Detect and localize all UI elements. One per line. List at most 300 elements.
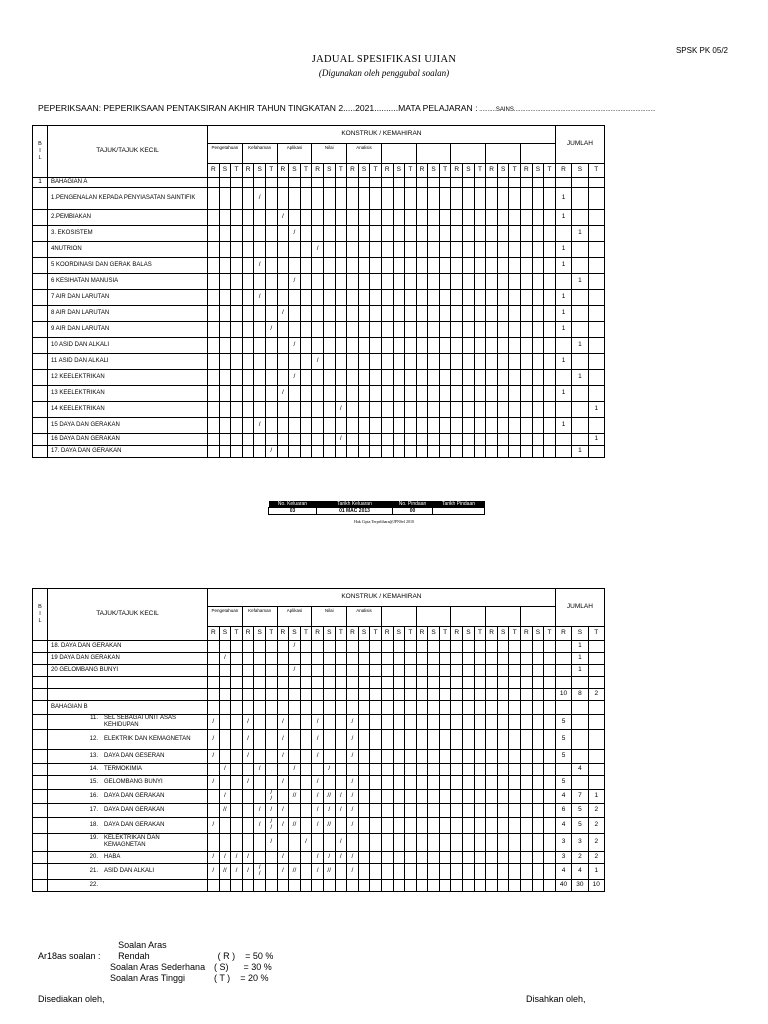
topic-label: 19 DAYA DAN GERAKAN <box>51 655 120 662</box>
skill-cell <box>451 258 463 274</box>
bil-cell <box>33 274 48 290</box>
bil-cell <box>33 418 48 434</box>
skill-cell <box>463 178 475 188</box>
skill-cell <box>486 817 498 833</box>
skill-cell <box>370 665 382 677</box>
skill-cell <box>544 434 556 446</box>
skill-cell <box>231 641 243 653</box>
skill-cell <box>231 226 243 242</box>
level-letter: R <box>242 627 254 641</box>
skill-cell <box>509 402 521 418</box>
skill-cell <box>416 653 428 665</box>
skill-cell <box>405 274 417 290</box>
skill-cell <box>393 701 405 715</box>
skill-cell <box>277 370 289 386</box>
jumlah-cell <box>555 434 571 446</box>
skill-cell <box>451 402 463 418</box>
skill-cell <box>497 803 509 817</box>
skill-cell <box>521 402 533 418</box>
topic-cell <box>48 338 208 354</box>
skill-cell <box>393 641 405 653</box>
jumlah-cell <box>588 763 604 775</box>
tick-mark: / <box>300 833 312 851</box>
topic-cell <box>48 775 208 789</box>
skill-cell <box>521 188 533 210</box>
jumlah-cell <box>588 641 604 653</box>
skill-cell <box>497 446 509 458</box>
skill-cell <box>242 322 254 338</box>
topic-cell <box>48 879 208 891</box>
skill-cell <box>370 789 382 803</box>
skill-cell <box>289 851 301 863</box>
skill-cell <box>323 749 335 763</box>
skill-cell <box>242 803 254 817</box>
skill-cell <box>370 641 382 653</box>
skill-cell <box>393 434 405 446</box>
skill-cell <box>335 446 347 458</box>
jumlah-cell <box>572 715 588 730</box>
skill-cell <box>208 290 220 306</box>
skill-cell <box>544 715 556 730</box>
skill-cell <box>289 258 301 274</box>
topic-label: GELOMBANG BUNYI <box>104 778 163 785</box>
jumlah-cell <box>588 290 604 306</box>
topic-number: 20. <box>89 853 98 860</box>
tick-mark: / <box>265 446 277 458</box>
skill-cell <box>428 242 440 258</box>
table-row <box>33 226 605 242</box>
tick-mark: / <box>208 729 220 749</box>
skill-cell <box>486 386 498 402</box>
skill-cell <box>300 641 312 653</box>
skill-cell <box>486 833 498 851</box>
skill-cell <box>208 689 220 701</box>
skill-cell <box>486 689 498 701</box>
tick-mark: / <box>265 322 277 338</box>
skill-cell <box>289 879 301 891</box>
skill-cell <box>532 258 544 274</box>
skill-cell <box>300 338 312 354</box>
skill-group-header <box>521 607 556 627</box>
skill-cell <box>323 178 335 188</box>
tick-mark: / <box>242 715 254 730</box>
skill-cell <box>474 641 486 653</box>
skill-cell <box>405 653 417 665</box>
skill-cell <box>521 715 533 730</box>
skill-cell <box>439 803 451 817</box>
skill-cell <box>300 210 312 226</box>
tick-mark: / <box>242 863 254 879</box>
skill-cell <box>532 418 544 434</box>
skill-cell <box>509 188 521 210</box>
bil-cell <box>33 775 48 789</box>
skill-cell <box>544 789 556 803</box>
skill-cell <box>323 258 335 274</box>
skill-cell <box>544 701 556 715</box>
skill-cell <box>300 370 312 386</box>
skill-cell <box>242 833 254 851</box>
skill-cell <box>231 188 243 210</box>
skill-cell <box>323 677 335 689</box>
jumlah-cell <box>572 402 588 418</box>
skill-cell <box>497 354 509 370</box>
topic-label: 8 AIR DAN LARUTAN <box>51 310 110 317</box>
skill-cell <box>439 879 451 891</box>
skill-cell <box>521 641 533 653</box>
konstruk-header: KONSTRUK / KEMAHIRAN <box>208 589 556 607</box>
skill-cell <box>474 274 486 290</box>
skill-cell <box>381 338 393 354</box>
tick-mark: / <box>312 715 324 730</box>
bil-cell <box>33 851 48 863</box>
bil-cell <box>33 817 48 833</box>
jumlah-cell: 1 <box>555 258 571 274</box>
skill-cell <box>463 258 475 274</box>
skill-cell <box>242 434 254 446</box>
tick-mark: / <box>277 715 289 730</box>
skill-cell <box>381 729 393 749</box>
skill-cell <box>509 879 521 891</box>
skill-cell <box>532 338 544 354</box>
skill-cell <box>428 418 440 434</box>
skill-cell <box>451 641 463 653</box>
skill-cell <box>254 715 266 730</box>
skill-cell <box>358 418 370 434</box>
skill-cell <box>254 749 266 763</box>
skill-cell <box>347 178 359 188</box>
topic-label: 12 KEELEKTRIKAN <box>51 374 105 381</box>
jumlah-cell <box>588 242 604 258</box>
bil-cell <box>33 226 48 242</box>
skill-cell <box>393 178 405 188</box>
skill-cell <box>370 817 382 833</box>
bil-header: B I L <box>33 126 48 178</box>
topic-label: DAYA DAN GERAKAN <box>104 806 165 813</box>
skill-cell <box>416 851 428 863</box>
skill-cell <box>254 446 266 458</box>
skill-cell <box>544 354 556 370</box>
tick-mark: / <box>335 789 347 803</box>
skill-cell <box>463 418 475 434</box>
jumlah-cell <box>572 242 588 258</box>
skill-cell <box>521 775 533 789</box>
skill-cell <box>381 789 393 803</box>
level-letter: S <box>463 627 475 641</box>
skill-cell <box>231 418 243 434</box>
skill-cell <box>497 879 509 891</box>
skill-cell <box>335 641 347 653</box>
skill-cell <box>335 863 347 879</box>
skill-cell <box>277 354 289 370</box>
skill-cell <box>416 226 428 242</box>
skill-cell <box>405 402 417 418</box>
tick-mark: / <box>265 803 277 817</box>
skill-cell <box>335 242 347 258</box>
table-row <box>33 729 605 749</box>
skill-cell <box>358 665 370 677</box>
skill-cell <box>347 188 359 210</box>
jumlah-cell <box>588 665 604 677</box>
skill-cell <box>497 701 509 715</box>
skill-cell <box>428 306 440 322</box>
skill-cell <box>521 763 533 775</box>
skill-cell <box>231 210 243 226</box>
skill-cell <box>521 370 533 386</box>
skill-cell <box>231 178 243 188</box>
skill-cell <box>393 749 405 763</box>
tajuk-header: TAJUK/TAJUK KECIL <box>48 589 208 641</box>
topic-label: BAHAGIAN B <box>51 704 88 711</box>
tick-mark: / <box>277 817 289 833</box>
skill-cell <box>405 879 417 891</box>
tick-mark: / <box>254 817 266 833</box>
level-letter: T <box>544 164 556 178</box>
skill-cell <box>277 833 289 851</box>
skill-cell <box>219 402 231 418</box>
skill-cell <box>405 338 417 354</box>
bil-cell <box>33 306 48 322</box>
topic-label: 2.PEMBIAKAN <box>51 214 92 221</box>
skill-cell <box>544 851 556 863</box>
skill-cell <box>486 749 498 763</box>
skill-cell <box>463 677 475 689</box>
skill-cell <box>428 689 440 701</box>
skill-cell <box>335 665 347 677</box>
skill-cell <box>439 653 451 665</box>
tick-mark: / <box>254 803 266 817</box>
skill-cell <box>509 322 521 338</box>
skill-cell <box>428 749 440 763</box>
topic-cell <box>48 446 208 458</box>
issue-header: No. Pindaan <box>393 501 433 508</box>
level-letter: R <box>555 164 571 178</box>
skill-cell <box>335 677 347 689</box>
aras-name: Soalan Aras Tinggi <box>110 973 186 983</box>
aras-code: ( S) <box>214 962 229 972</box>
tick-mark: / <box>335 803 347 817</box>
skill-cell <box>370 851 382 863</box>
skill-cell <box>497 418 509 434</box>
jumlah-cell: 1 <box>572 665 588 677</box>
skill-cell <box>451 863 463 879</box>
skill-cell <box>439 370 451 386</box>
skill-cell <box>532 851 544 863</box>
skill-cell <box>474 689 486 701</box>
jumlah-cell: 1 <box>555 386 571 402</box>
skill-cell <box>463 322 475 338</box>
skill-cell <box>521 851 533 863</box>
skill-cell <box>358 446 370 458</box>
tick-mark: / <box>277 729 289 749</box>
topic-label: 15 DAYA DAN GERAKAN <box>51 422 120 429</box>
skill-cell <box>416 338 428 354</box>
level-letter: S <box>497 164 509 178</box>
skill-cell <box>347 763 359 775</box>
skill-cell <box>405 763 417 775</box>
skill-cell <box>544 677 556 689</box>
skill-cell <box>312 290 324 306</box>
skill-cell <box>242 402 254 418</box>
tick-mark: / <box>312 803 324 817</box>
jumlah-cell <box>572 258 588 274</box>
skill-cell <box>405 665 417 677</box>
skill-cell <box>405 446 417 458</box>
jumlah-cell: 2 <box>588 833 604 851</box>
skill-cell <box>497 665 509 677</box>
skill-cell <box>463 763 475 775</box>
skill-cell <box>486 879 498 891</box>
skill-cell <box>231 879 243 891</box>
skill-cell <box>370 775 382 789</box>
table-row <box>33 879 605 891</box>
skill-cell <box>370 402 382 418</box>
topic-cell <box>48 178 208 188</box>
level-letter: S <box>289 164 301 178</box>
skill-cell <box>532 749 544 763</box>
skill-cell <box>439 701 451 715</box>
skill-cell <box>544 833 556 851</box>
topic-cell <box>48 306 208 322</box>
skill-cell <box>265 665 277 677</box>
skill-cell <box>358 226 370 242</box>
skill-cell <box>265 274 277 290</box>
spec-table-2 <box>32 588 605 892</box>
skill-cell <box>416 701 428 715</box>
aras-name: Soalan Aras Sederhana <box>110 962 206 972</box>
skill-cell <box>208 677 220 689</box>
jumlah-cell <box>572 178 588 188</box>
skill-cell <box>208 188 220 210</box>
skill-cell <box>451 446 463 458</box>
skill-cell <box>300 729 312 749</box>
skill-cell <box>219 188 231 210</box>
skill-cell <box>509 274 521 290</box>
skill-cell <box>265 701 277 715</box>
skill-cell <box>439 863 451 879</box>
topic-label: 16 DAYA DAN GERAKAN <box>51 436 120 443</box>
skill-cell <box>265 729 277 749</box>
table-row <box>33 833 605 851</box>
skill-cell <box>381 749 393 763</box>
skill-cell <box>486 715 498 730</box>
skill-cell <box>474 370 486 386</box>
bil-cell <box>33 803 48 817</box>
skill-cell <box>509 803 521 817</box>
skill-cell <box>474 817 486 833</box>
skill-cell <box>300 803 312 817</box>
skill-cell <box>300 817 312 833</box>
skill-cell <box>381 354 393 370</box>
skill-cell <box>312 701 324 715</box>
skill-cell <box>544 775 556 789</box>
level-letter: R <box>208 164 220 178</box>
skill-cell <box>277 322 289 338</box>
tick-mark: / <box>312 863 324 879</box>
skill-cell <box>300 274 312 290</box>
skill-cell <box>370 226 382 242</box>
skill-cell <box>265 290 277 306</box>
jumlah-cell: 5 <box>555 775 571 789</box>
table-row <box>33 715 605 730</box>
skill-cell <box>393 851 405 863</box>
skill-cell <box>474 306 486 322</box>
skill-cell <box>486 242 498 258</box>
level-letter: S <box>323 164 335 178</box>
skill-cell <box>300 178 312 188</box>
skill-cell <box>242 274 254 290</box>
skill-cell <box>231 258 243 274</box>
revision-number: 00 <box>393 508 433 515</box>
skill-cell <box>439 775 451 789</box>
skill-cell <box>532 434 544 446</box>
table-row <box>33 749 605 763</box>
level-letter: R <box>277 164 289 178</box>
skill-cell <box>323 641 335 653</box>
skill-cell <box>242 226 254 242</box>
skill-cell <box>439 715 451 730</box>
tick-mark: / <box>312 789 324 803</box>
jumlah-cell <box>588 677 604 689</box>
skill-cell <box>347 242 359 258</box>
skill-cell <box>428 653 440 665</box>
level-letter: R <box>208 627 220 641</box>
skill-cell <box>509 833 521 851</box>
tick-mark: / <box>347 863 359 879</box>
skill-cell <box>393 258 405 274</box>
skill-cell <box>509 677 521 689</box>
skill-cell <box>544 418 556 434</box>
skill-cell <box>428 274 440 290</box>
skill-cell <box>405 729 417 749</box>
skill-cell <box>474 290 486 306</box>
skill-cell <box>428 290 440 306</box>
skill-cell <box>405 803 417 817</box>
skill-cell <box>428 338 440 354</box>
jumlah-cell: 1 <box>555 322 571 338</box>
jumlah-cell: 8 <box>572 689 588 701</box>
difficulty-levels <box>38 940 273 984</box>
level-letter: T <box>439 627 451 641</box>
jumlah-cell: 4 <box>572 863 588 879</box>
skill-cell <box>463 354 475 370</box>
skill-cell <box>474 188 486 210</box>
jumlah-cell <box>572 749 588 763</box>
skill-cell <box>323 402 335 418</box>
skill-cell <box>497 338 509 354</box>
skill-cell <box>405 290 417 306</box>
topic-label: 9 AIR DAN LARUTAN <box>51 326 110 333</box>
skill-cell <box>474 763 486 775</box>
skill-cell <box>486 641 498 653</box>
skill-cell <box>474 210 486 226</box>
skill-cell <box>219 386 231 402</box>
jumlah-cell: 2 <box>588 817 604 833</box>
skill-cell <box>347 833 359 851</box>
skill-cell <box>509 434 521 446</box>
skill-cell <box>381 665 393 677</box>
skill-cell <box>323 188 335 210</box>
skill-cell <box>242 689 254 701</box>
topic-label: 13 KEELEKTRIKAN <box>51 390 105 397</box>
skill-cell <box>544 290 556 306</box>
skill-cell <box>231 322 243 338</box>
skill-group-header: Aplikasi <box>277 607 312 627</box>
skill-cell <box>381 210 393 226</box>
skill-cell <box>208 653 220 665</box>
level-letter: T <box>588 627 604 641</box>
skill-cell <box>486 763 498 775</box>
document-title: JADUAL SPESIFIKASI UJIAN <box>311 54 457 65</box>
